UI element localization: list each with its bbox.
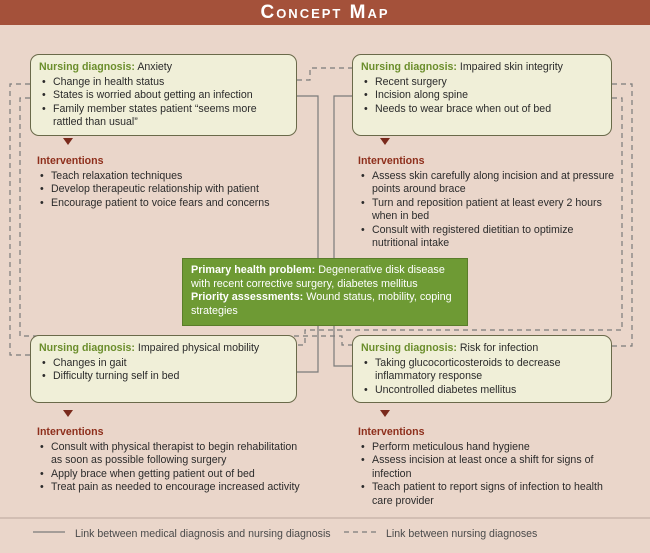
primary-health-problem-box: Primary health problem: Degenerative disk disease with recent corrective surgery, diabetes mellitus Priority assessments: Wound status, mobility, coping strategies [182,258,468,326]
list-item: • States is worried about getting an infection [39,89,288,103]
diagnosis-box-physical-mobility [30,335,297,403]
diagnosis-items [39,76,288,130]
list-item: • Change in health status [39,76,288,90]
interventions-skin-integrity [358,155,616,251]
diagnosis-items [39,357,288,384]
diagnosis-items [361,76,603,117]
interventions-anxiety [37,155,299,210]
list-item: • Turn and reposition patient at least every 2 hours when in bed [358,197,616,224]
list-item: • Perform meticulous hand hygiene [358,441,616,455]
legend-solid-label: Link between medical diagnosis and nursing diagnosis [75,528,331,540]
diagnosis-items [361,357,603,398]
diagnosis-box-risk-for-infection [352,335,612,403]
list-item: • Assess incision at least once a shift for signs of infection [358,454,616,481]
list-item: • Difficulty turning self in bed [39,370,288,384]
diagnosis-title: Nursing diagnosis: Impaired skin integrity [361,61,563,73]
list-item: • Changes in gait [39,357,288,371]
interventions-heading: Interventions [358,426,425,438]
list-item: • Assess skin carefully along incision and at pressure points around brace [358,170,616,197]
diagnosis-title: Nursing diagnosis: Anxiety [39,61,173,73]
interventions-heading: Interventions [37,155,104,167]
interventions-heading: Interventions [358,155,425,167]
list-item: • Recent surgery [361,76,603,90]
page-title: Concept Map [260,2,390,23]
list-item: • Develop therapeutic relationship with patient [37,183,299,197]
diagnosis-title: Nursing diagnosis: Risk for infection [361,342,539,354]
legend-dashed-label: Link between nursing diagnoses [386,528,538,540]
list-item: • Treat pain as needed to encourage increased activity [37,481,311,495]
diagnosis-box-anxiety [30,54,297,136]
interventions-risk-for-infection [358,426,616,508]
list-item: • Apply brace when getting patient out of bed [37,468,311,482]
list-item: • Family member states patient “seems more rattled than usual” [39,103,288,130]
list-item: • Encourage patient to voice fears and concerns [37,197,299,211]
diagnosis-title: Nursing diagnosis: Impaired physical mobility [39,342,260,354]
list-item: • Consult with physical therapist to begin rehabilitation as soon as possible following surgery [37,441,311,468]
diagnosis-box-skin-integrity [352,54,612,136]
list-item: • Teach relaxation techniques [37,170,299,184]
list-item: • Taking glucocorticosteroids to decrease inflammatory response [361,357,603,384]
list-item: • Consult with registered dietitian to optimize nutritional intake [358,224,616,251]
list-item: • Incision along spine [361,89,603,103]
list-item: • Needs to wear brace when out of bed [361,103,603,117]
list-item: • Teach patient to report signs of infection to health care provider [358,481,616,508]
interventions-heading: Interventions [37,426,104,438]
interventions-physical-mobility [37,426,311,495]
list-item: • Uncontrolled diabetes mellitus [361,384,603,398]
